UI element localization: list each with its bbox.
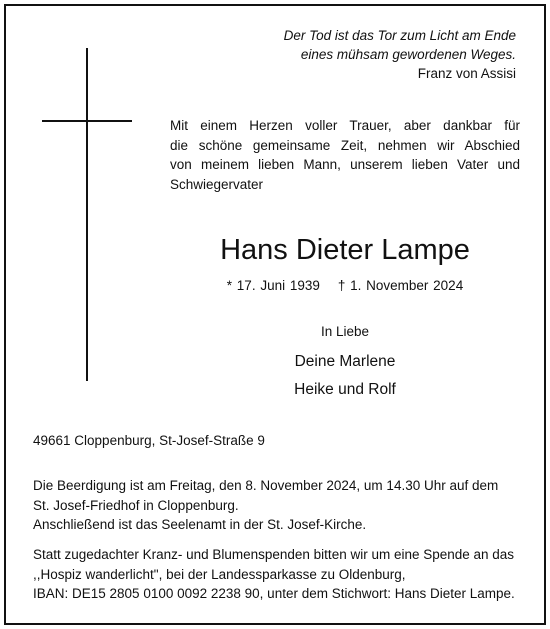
cross-icon-vertical: [86, 48, 88, 381]
intro-line-1: Mit einem Herzen voller Trauer, aber dankbar für: [170, 118, 520, 133]
donation-line-2: ,,Hospiz wanderlicht", bei der Landessparkasse zu Oldenburg,: [33, 566, 406, 582]
address: 49661 Cloppenburg, St-Josef-Straße 9: [33, 433, 265, 448]
quote-line-1: Der Tod ist das Tor zum Licht am Ende: [283, 28, 516, 43]
birth-date: * 17. Juni 1939: [226, 278, 320, 293]
signoff-phrase: In Liebe: [320, 324, 370, 339]
intro-line-3: von meinem lieben Mann, unserem lieben Vater und: [170, 157, 520, 172]
intro-line-4: Schwiegervater: [170, 176, 264, 192]
donation-line-3: IBAN: DE15 2805 0100 0092 2238 90, unter dem Stichwort: Hans Dieter Lampe.: [33, 586, 515, 601]
funeral-info: [33, 476, 519, 535]
funeral-line-1: Die Beerdigung ist am Freitag, den 8. November 2024, um 14.30 Uhr auf dem: [33, 478, 499, 493]
funeral-line-3: Anschließend ist das Seelenamt in der St. Josef-Kirche.: [33, 517, 367, 532]
deceased-name: Hans Dieter Lampe: [220, 234, 470, 266]
quote-block: [216, 26, 516, 83]
donation-line-1: Statt zugedachter Kranz- und Blumenspenden bitten wir um eine Spende an das: [33, 547, 515, 562]
intro-line-2: die schöne gemeinsame Zeit, nehmen wir Abschied: [170, 137, 520, 153]
mourner-line-2: Heike und Rolf: [294, 381, 396, 398]
quote-author: Franz von Assisi: [417, 66, 516, 81]
funeral-line-2: St. Josef-Friedhof in Cloppenburg.: [33, 497, 239, 513]
death-date: † 1. November 2024: [337, 278, 464, 293]
quote-line-2: eines mühsam gewordenen Weges.: [300, 47, 516, 62]
cross-icon-horizontal: [42, 120, 132, 122]
mourner-line-1: Deine Marlene: [294, 353, 396, 370]
life-dates: [170, 276, 520, 295]
donation-info: [33, 545, 519, 604]
intro-text: [170, 116, 520, 194]
